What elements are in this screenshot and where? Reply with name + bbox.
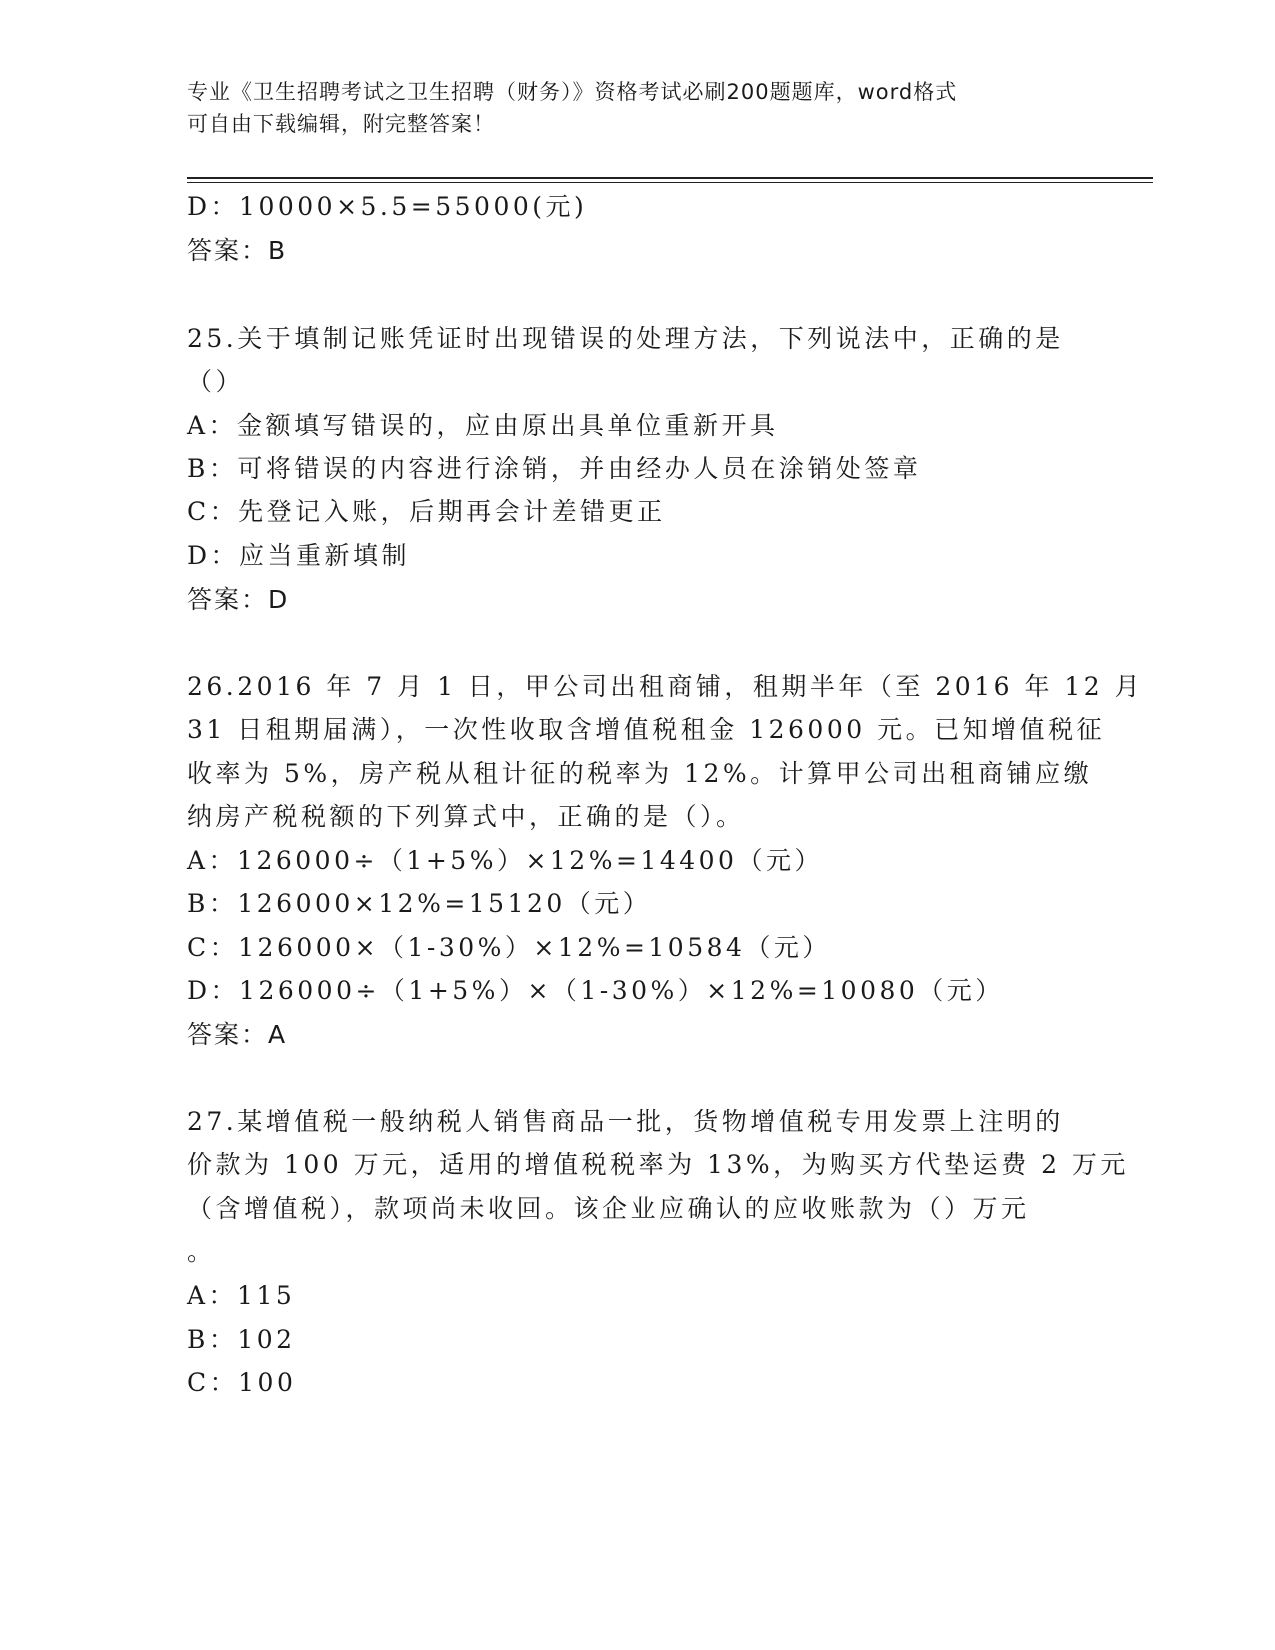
header-divider-thick xyxy=(187,177,1153,179)
q25-option-d: D：应当重新填制 xyxy=(187,541,411,570)
header-line-2: 可自由下载编辑，附完整答案！ xyxy=(187,112,495,136)
q24-option-d: D：10000×5.5=55000(元) xyxy=(187,192,588,221)
q25-stem-line-1: 25.关于填制记账凭证时出现错误的处理方法，下列说法中，正确的是 xyxy=(187,324,1064,353)
q26-stem-line-4: 纳房产税税额的下列算式中，正确的是（）。 xyxy=(187,802,745,831)
q26-option-c: C：126000×（1-30%）×12%=10584（元） xyxy=(187,933,831,962)
q26-answer: 答案：A xyxy=(187,1020,288,1049)
q25-stem-line-2: （） xyxy=(187,367,245,396)
q25-option-b: B：可将错误的内容进行涂销，并由经办人员在涂销处签章 xyxy=(187,454,922,483)
q27-option-b: B：102 xyxy=(187,1325,296,1354)
q26-stem-line-3: 收率为 5%，房产税从租计征的税率为 12%。计算甲公司出租商铺应缴 xyxy=(187,759,1093,788)
q26-stem-line-2: 31 日租期届满），一次性收取含增值税租金 126000 元。已知增值税征 xyxy=(187,715,1106,744)
q25-option-a: A：金额填写错误的，应由原出具单位重新开具 xyxy=(187,411,779,440)
q26-option-a: A：126000÷（1+5%）×12%=14400（元） xyxy=(187,846,823,875)
q27-option-a: A：115 xyxy=(187,1281,296,1310)
q25-option-c: C：先登记入账，后期再会计差错更正 xyxy=(187,497,666,526)
q27-option-c: C：100 xyxy=(187,1368,297,1397)
header-divider-thin xyxy=(187,182,1153,183)
q26-option-b: B：126000×12%=15120（元） xyxy=(187,889,652,918)
q26-option-d: D：126000÷（1+5%）×（1-30%）×12%=10080（元） xyxy=(187,976,1004,1005)
q24-answer: 答案：B xyxy=(187,236,288,265)
q26-stem-line-1: 26.2016 年 7 月 1 日，甲公司出租商铺，租期半年（至 2016 年 12 月 xyxy=(187,672,1144,701)
q27-stem-line-1: 27.某增值税一般纳税人销售商品一批，货物增值税专用发票上注明的 xyxy=(187,1107,1064,1136)
document-header xyxy=(187,76,1087,140)
q25-answer: 答案：D xyxy=(187,585,290,614)
header-line-1: 专业《卫生招聘考试之卫生招聘（财务）》资格考试必刷200题题库，word格式 xyxy=(187,80,958,104)
q27-stem-line-2: 价款为 100 万元，适用的增值税税率为 13%，为购买方代垫运费 2 万元 xyxy=(187,1150,1129,1179)
q27-stem-line-3: （含增值税），款项尚未收回。该企业应确认的应收账款为（）万元 xyxy=(187,1194,1030,1223)
q27-stem-line-4: 。 xyxy=(187,1237,216,1266)
